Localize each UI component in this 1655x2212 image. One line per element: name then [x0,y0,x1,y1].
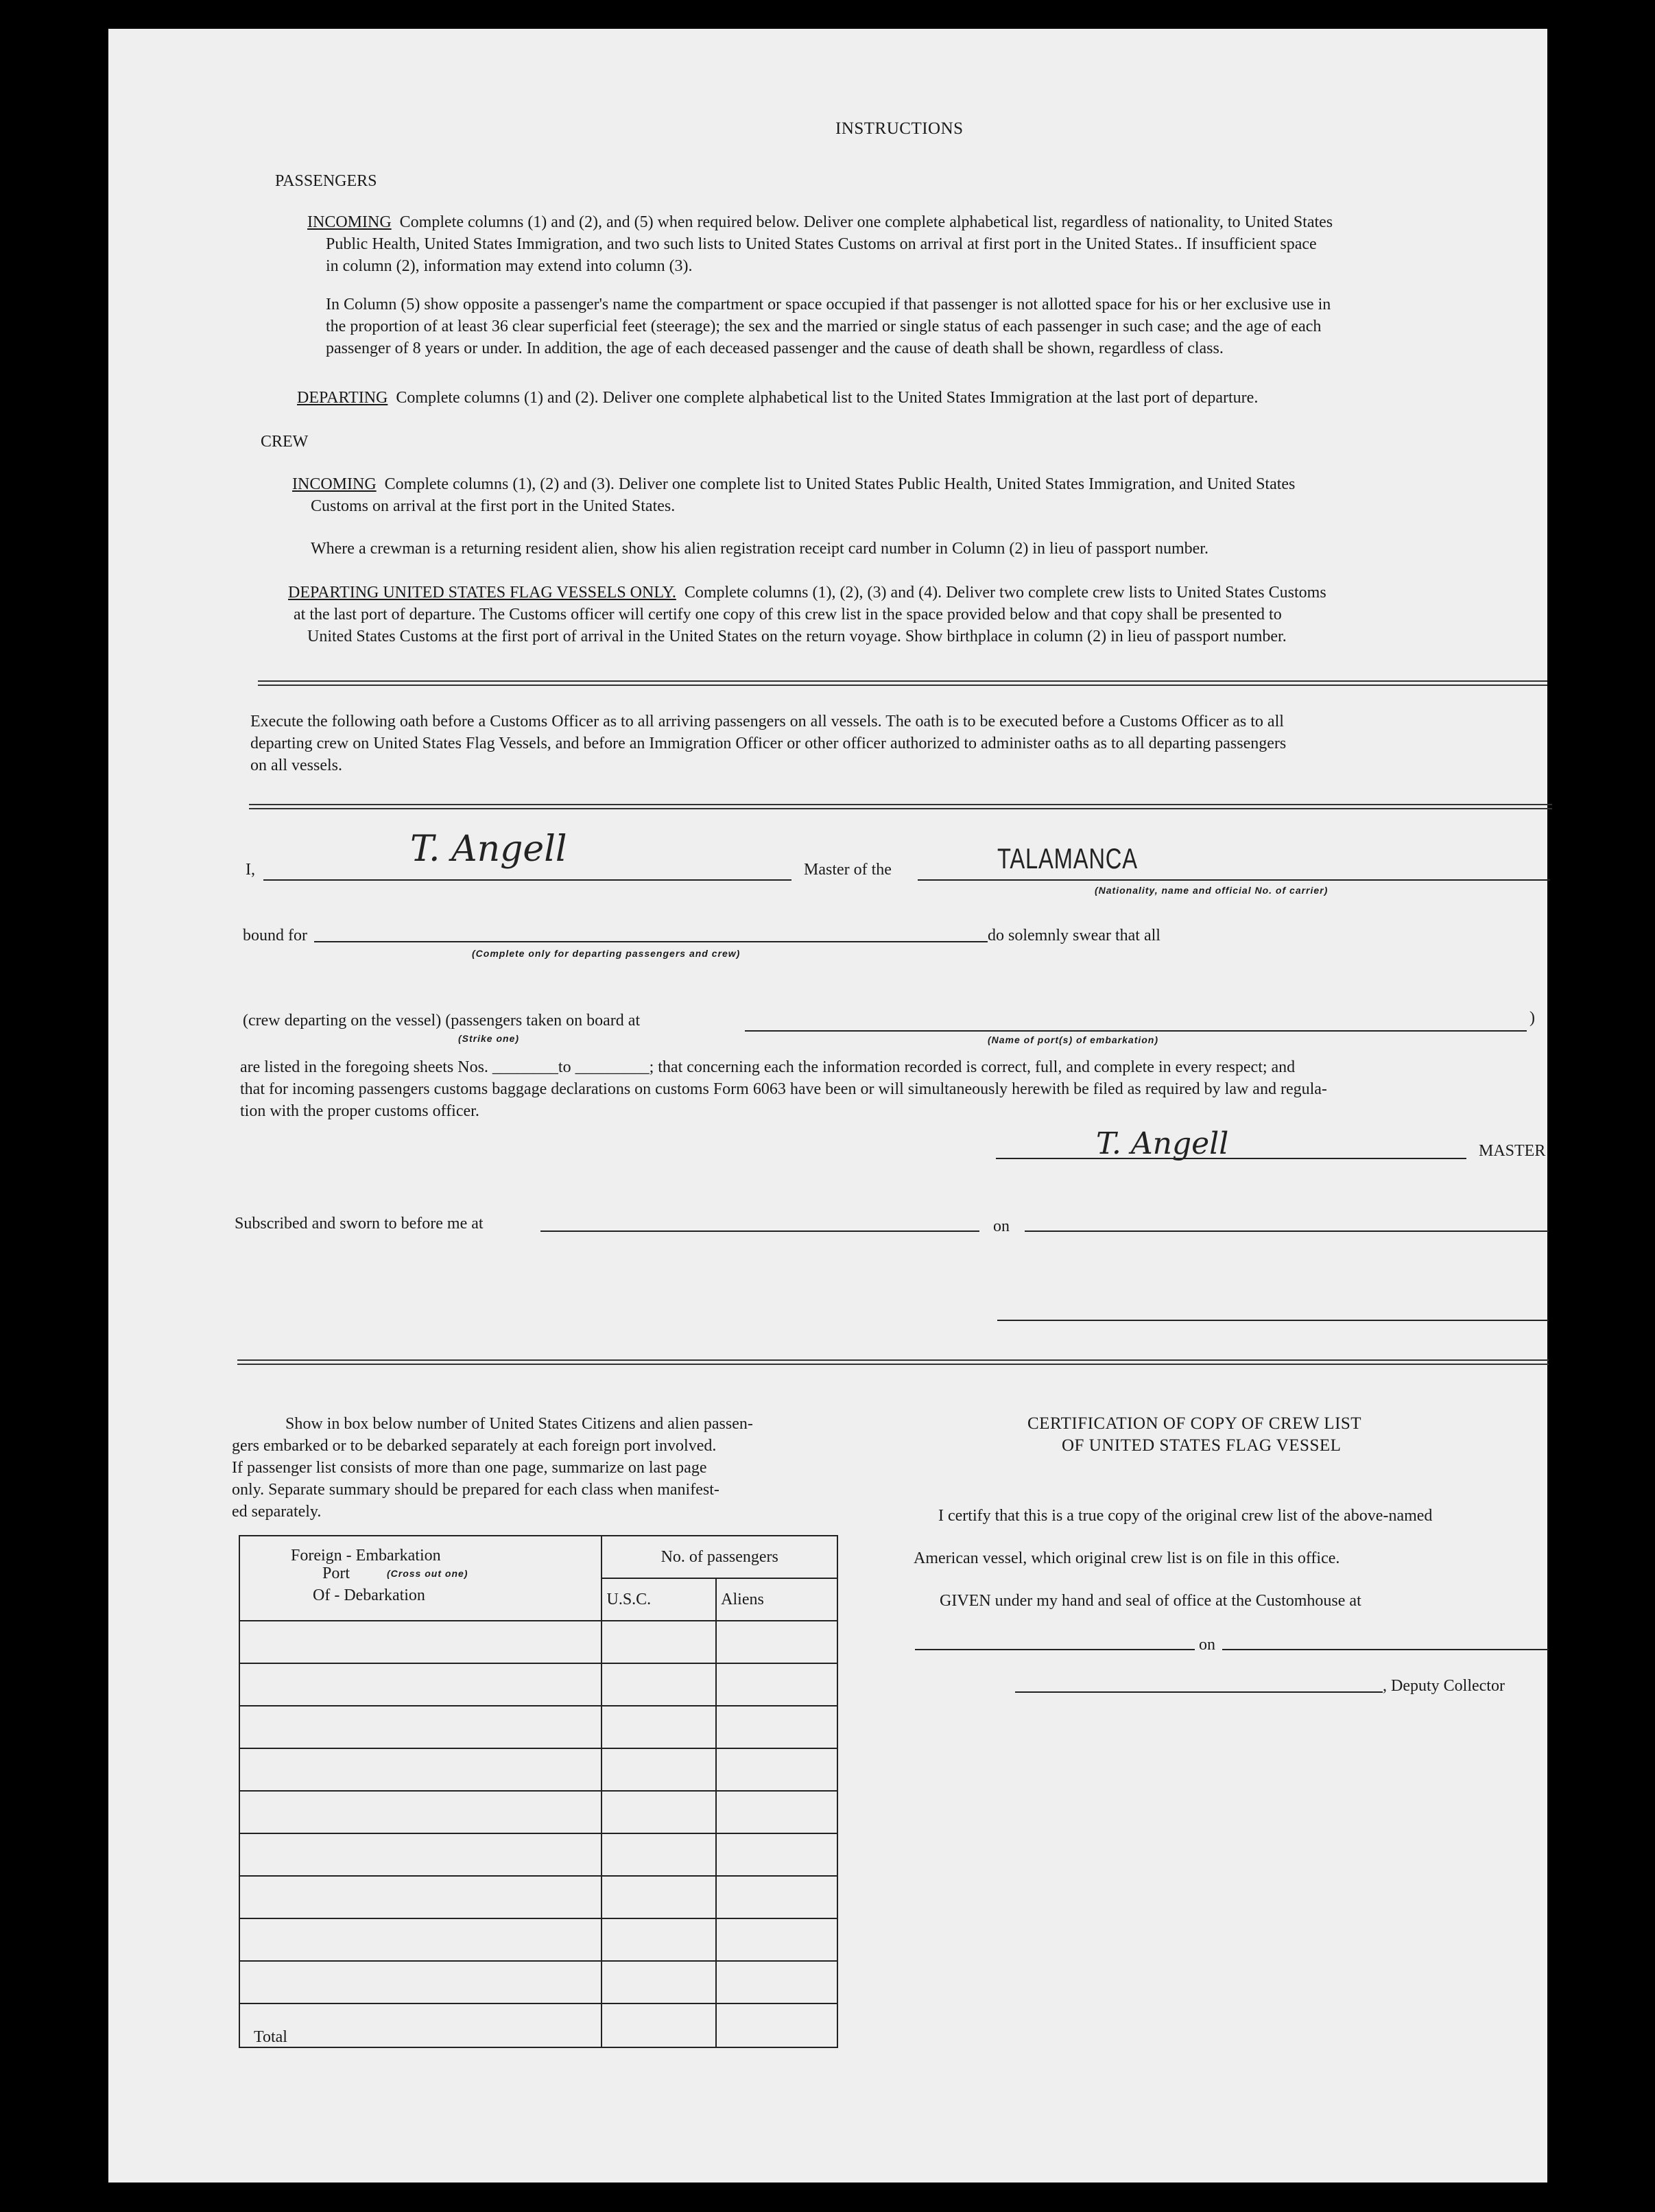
summary-instr-line-1: Show in box below number of United States Citizens and alien passen- [285,1415,753,1433]
certification-date-field[interactable] [1222,1649,1549,1650]
port-cell[interactable] [239,1918,602,1961]
passengers-departing-label: DEPARTING [297,389,388,407]
passenger-summary-table [239,1535,838,2048]
swear-label: do solemnly swear that all [988,927,1160,944]
aliens-cell[interactable] [716,1918,837,1961]
passengers-incoming-line-3: in column (2), information may extend into column (3). [326,257,693,275]
passengers-incoming-line-1: Complete columns (1) and (2), and (5) when required below. Deliver one complete alphabetical list, regardless of nationality, to United States [399,213,1333,231]
ports-caption: (Name of port(s) of embarkation) [988,1034,1159,1045]
oath-intro-line-2: departing crew on United States Flag Vessels, and before an Immigration Officer or other officer authorized to administer oaths as to all departing passengers [250,735,1287,752]
column5-line-1: In Column (5) show opposite a passenger's name the compartment or space occupied if that passenger is not allotted space for his or her exclusive use in [326,296,1331,313]
crew-incoming-label: INCOMING [292,475,377,493]
usc-cell[interactable] [602,1791,716,1833]
usc-cell[interactable] [602,1663,716,1706]
aliens-cell[interactable] [716,1961,837,2003]
port-cell[interactable] [239,1833,602,1876]
usc-cell[interactable] [602,1748,716,1791]
passengers-departing-text: Complete columns (1) and (2). Deliver one complete alphabetical list to the United States Immigration at the last port of departure. [396,389,1259,407]
close-paren: ) [1529,1009,1535,1027]
sworn-place-field[interactable] [540,1230,979,1232]
listed-line-3: tion with the proper customs officer. [240,1102,479,1120]
aliens-cell[interactable] [716,1748,837,1791]
port-header-cell [239,1536,602,1621]
usc-cell[interactable] [602,1833,716,1876]
passengers-incoming-line-2: Public Health, United States Immigration, and two such lists to United States Customs on arrival at first port in the United States.. If insufficient space [326,235,1317,253]
crew-departing-line-1: Complete columns (1), (2), (3) and (4). Deliver two complete crew lists to United States Customs [684,584,1326,602]
crew-resident-text: Where a crewman is a returning resident alien, show his alien registration receipt card number in Column (2) in lieu of passport number. [311,540,1208,558]
passengers-incoming-block [307,211,1333,233]
aliens-total-cell[interactable] [716,2003,837,2047]
crew-incoming-line-2: Customs on arrival at the first port in the United States. [311,497,676,515]
strike-one-caption: (Strike one) [458,1033,520,1044]
given-line: GIVEN under my hand and seal of office at the Customhouse at [940,1592,1361,1610]
master-label: MASTER [1479,1142,1546,1160]
column5-line-2: the proportion of at least 36 clear superficial feet (steerage); the sex and the married or single status of each passenger in such case; and the age of each [326,318,1322,335]
oath-intro-line-1: Execute the following oath before a Customs Officer as to all arriving passengers on all vessels. The oath is to be executed before a Customs Officer as to all [250,713,1284,730]
customhouse-field[interactable] [915,1649,1195,1650]
vessel-field[interactable] [918,879,1550,881]
aliens-cell[interactable] [716,1663,837,1706]
bound-for-field[interactable] [314,941,988,942]
bound-for-label: bound for [243,927,307,944]
usc-cell[interactable] [602,1621,716,1663]
instructions-title: INSTRUCTIONS [835,119,964,138]
section-divider [237,1359,1549,1365]
vessel-name-stamp: TALAMANCA [997,842,1138,875]
deputy-collector-label: , Deputy Collector [1383,1677,1505,1695]
port-header-line-1: Foreign - Embarkation [291,1547,441,1565]
usc-total-cell[interactable] [602,2003,716,2047]
passengers-departing-block [297,387,1258,409]
section-divider [249,804,1552,809]
port-cell[interactable] [239,1791,602,1833]
certification-title-1: CERTIFICATION OF COPY OF CREW LIST [1027,1414,1362,1433]
total-label: Total [239,2003,602,2047]
crew-departing-line-2: at the last port of departure. The Customs officer will certify one copy of this crew list in the space provided below and that copy shall be presented to [294,606,1282,623]
port-cell[interactable] [239,1621,602,1663]
listed-line-1: are listed in the foregoing sheets Nos. ________to _________; that concerning each the information recorded is correct, full, and complete in every respect; and [240,1058,1296,1076]
master-signature-field[interactable] [996,1158,1466,1159]
aliens-header: Aliens [716,1578,837,1621]
officer-signature-field[interactable] [997,1320,1549,1321]
port-cell[interactable] [239,1706,602,1748]
passengers-heading: PASSENGERS [275,172,377,190]
port-cell[interactable] [239,1748,602,1791]
bound-for-caption: (Complete only for departing passengers and crew) [472,948,741,959]
port-header-line-3: Of - Debarkation [313,1586,425,1604]
crew-departing-line-3: United States Customs at the first port of arrival in the United States on the return voyage. Show birthplace in column (2) in lieu of passport number. [307,628,1287,645]
column5-line-3: passenger of 8 years or under. In addition, the age of each deceased passenger and the cause of death shall be shown, regardless of class. [326,340,1224,357]
crew-incoming-block [292,473,1295,495]
master-of-label: Master of the [804,861,892,879]
port-cell[interactable] [239,1961,602,2003]
sworn-date-field[interactable] [1025,1230,1549,1232]
summary-instr-line-3: If passenger list consists of more than one page, summarize on last page [232,1459,707,1477]
certify-line-2: American vessel, which original crew list is on file in this office. [914,1549,1340,1567]
usc-cell[interactable] [602,1918,716,1961]
summary-instr-line-5: ed separately. [232,1503,322,1521]
oath-intro-line-3: on all vessels. [250,757,342,774]
cross-out-caption: (Cross out one) [387,1568,468,1579]
sworn-on-label: on [993,1217,1010,1235]
master-name-signature: T. Angell [410,829,567,870]
usc-cell[interactable] [602,1876,716,1918]
usc-cell[interactable] [602,1961,716,2003]
master-name-field[interactable] [263,879,791,881]
aliens-cell[interactable] [716,1621,837,1663]
crew-incoming-line-1: Complete columns (1), (2) and (3). Deliver one complete list to United States Public Health, United States Immigration, and United States [384,475,1296,493]
port-cell[interactable] [239,1876,602,1918]
deputy-collector-field[interactable] [1015,1691,1383,1693]
form-page [108,29,1547,2183]
aliens-cell[interactable] [716,1833,837,1876]
crew-departing-block [288,582,1326,604]
aliens-cell[interactable] [716,1876,837,1918]
oath-i-label: I, [246,861,255,879]
crew-departing-statement: (crew departing on the vessel) (passengers taken on board at [243,1012,641,1030]
subscribed-label: Subscribed and sworn to before me at [235,1215,484,1233]
embarkation-ports-field[interactable] [745,1030,1527,1032]
listed-line-2: that for incoming passengers customs baggage declarations on customs Form 6063 have been or will simultaneously herewith be filed as required by law and regula- [240,1080,1327,1098]
usc-header: U.S.C. [602,1578,716,1621]
port-cell[interactable] [239,1663,602,1706]
usc-cell[interactable] [602,1706,716,1748]
section-divider [258,680,1547,686]
aliens-cell[interactable] [716,1791,837,1833]
aliens-cell[interactable] [716,1706,837,1748]
master-signature: T. Angell [1096,1126,1229,1161]
crew-heading: CREW [261,433,309,451]
certification-title-2: OF UNITED STATES FLAG VESSEL [1062,1436,1342,1455]
vessel-caption: (Nationality, name and official No. of carrier) [1095,885,1329,896]
passengers-incoming-label: INCOMING [307,213,392,231]
crew-departing-label: DEPARTING UNITED STATES FLAG VESSELS ONLY. [288,584,676,602]
passengers-header: No. of passengers [602,1536,837,1578]
certification-on-label: on [1199,1636,1215,1654]
certify-line-1: I certify that this is a true copy of the original crew list of the above-named [938,1507,1433,1525]
port-header-line-2: Port [322,1565,350,1582]
summary-instr-line-4: only. Separate summary should be prepared for each class when manifest- [232,1481,719,1499]
summary-instr-line-2: gers embarked or to be debarked separately at each foreign port involved. [232,1437,717,1455]
